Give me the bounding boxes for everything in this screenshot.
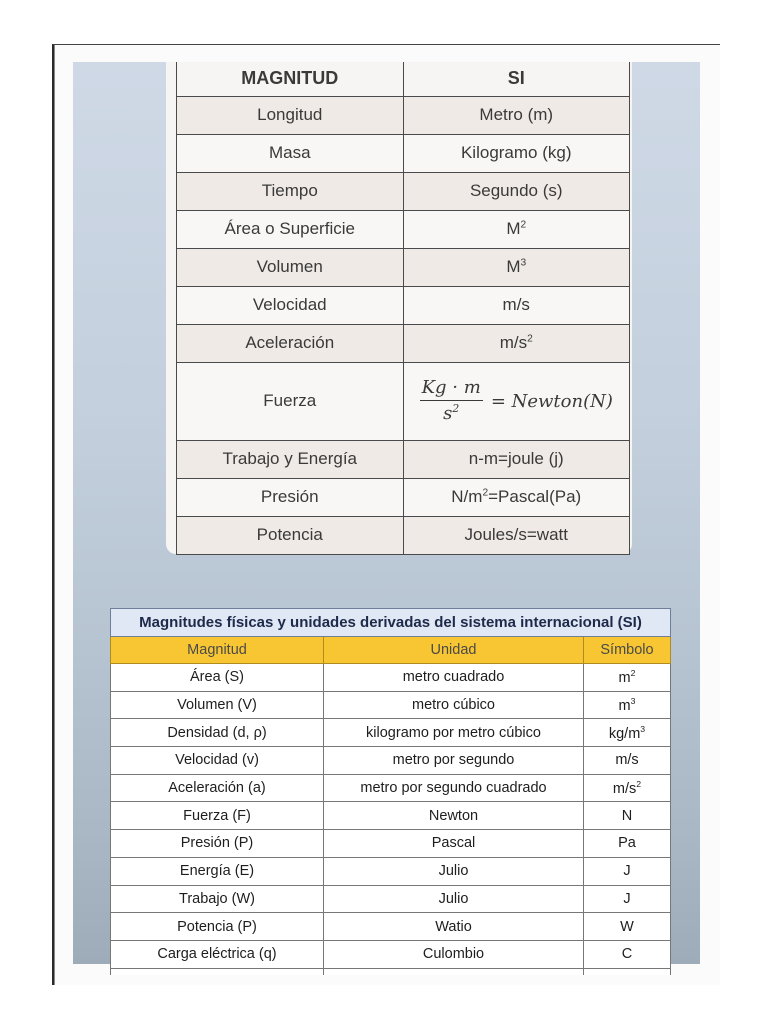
cell-magnitud: Potencia (P) <box>111 913 324 941</box>
si-units-table <box>176 62 630 555</box>
unit-exponent: 3 <box>520 257 527 269</box>
cell-magnitud: Velocidad <box>177 286 404 324</box>
cell-magnitud: Trabajo (W) <box>111 885 324 913</box>
cell-unidad: Culombio <box>324 940 584 968</box>
header-unidad: Unidad <box>324 637 584 664</box>
cell-magnitud: Área (S) <box>111 664 324 692</box>
newton-formula <box>420 378 613 424</box>
cell-formula <box>403 362 630 440</box>
table-row <box>177 362 630 440</box>
cell-si <box>403 248 630 286</box>
table-row <box>111 691 671 719</box>
cell-si <box>403 210 630 248</box>
header-simbolo: Símbolo <box>584 637 671 664</box>
unit-exponent: 2 <box>520 219 527 231</box>
table-title-row <box>111 609 671 637</box>
table-title: Magnitudes físicas y unidades derivadas del sistema internacional (SI) <box>111 609 671 637</box>
unit-exponent: 2 <box>527 333 533 345</box>
cell-si: Segundo (s) <box>403 172 630 210</box>
formula-denominator: $s^2$ <box>443 402 460 424</box>
cell-magnitud: Aceleración <box>177 324 404 362</box>
cell-magnitud: Tiempo <box>177 172 404 210</box>
cell-simbolo: C <box>584 940 671 968</box>
table-row <box>177 248 630 286</box>
formula-numerator: Kg · m <box>420 378 483 401</box>
cell-si: Kilogramo (kg) <box>403 134 630 172</box>
table-row <box>177 172 630 210</box>
cell-unidad: Julio <box>324 857 584 885</box>
table-row <box>177 96 630 134</box>
unit-text: m/s <box>499 333 528 352</box>
table-header-row <box>177 62 630 96</box>
cell-magnitud: Densidad (d, ρ) <box>111 719 324 747</box>
cell-si: Joules/s=watt <box>403 516 630 554</box>
cell-simbolo: N <box>584 802 671 830</box>
derived-units-table <box>110 608 671 975</box>
cell-magnitud: Presión <box>177 478 404 516</box>
table-row <box>111 719 671 747</box>
table-row <box>177 286 630 324</box>
cell-simbolo: $m^2$ <box>584 664 671 692</box>
header-magnitud: Magnitud <box>111 637 324 664</box>
cell-magnitud: Fuerza (F) <box>111 802 324 830</box>
cell-magnitud: Potencia <box>177 516 404 554</box>
table-row <box>111 885 671 913</box>
unit-text: M <box>506 219 521 238</box>
cell-magnitud: Energía (E) <box>111 857 324 885</box>
table-header-row <box>111 637 671 664</box>
cell-simbolo: $m^3$ <box>584 691 671 719</box>
cell-si: $N/m^2=Pascal(Pa)$ <box>403 478 630 516</box>
cell-simbolo: $kg/m^3$ <box>584 719 671 747</box>
cell-unidad: metro cúbico <box>324 691 584 719</box>
cell-si: m/s <box>403 286 630 324</box>
unit-text: M <box>506 257 521 276</box>
table-row <box>111 664 671 692</box>
table-row-cut-off <box>111 968 671 975</box>
cell-simbolo: J <box>584 885 671 913</box>
cell-magnitud: Presión (P) <box>111 830 324 858</box>
cell-unidad: metro por segundo cuadrado <box>324 774 584 802</box>
table-row <box>177 478 630 516</box>
cell-unidad: metro cuadrado <box>324 664 584 692</box>
cell-magnitud: Trabajo y Energía <box>177 440 404 478</box>
cell-simbolo: $m/s^2$ <box>584 774 671 802</box>
table-row <box>111 940 671 968</box>
cell-unidad: Julio <box>324 885 584 913</box>
table-row <box>111 857 671 885</box>
header-magnitud: MAGNITUD <box>177 62 404 96</box>
cell-magnitud: Carga eléctrica (q) <box>111 940 324 968</box>
cell-simbolo: m/s <box>584 747 671 775</box>
table-row <box>177 440 630 478</box>
cell-unidad: metro por segundo <box>324 747 584 775</box>
cell-unidad: Watio <box>324 913 584 941</box>
formula-rhs: = Newton(N) <box>490 390 613 412</box>
header-si: SI <box>403 62 630 96</box>
cell-simbolo: Pa <box>584 830 671 858</box>
cell-simbolo: J <box>584 857 671 885</box>
table-row <box>177 516 630 554</box>
cell-magnitud: Aceleración (a) <box>111 774 324 802</box>
cell-unidad: Pascal <box>324 830 584 858</box>
table-row <box>177 134 630 172</box>
cell-unidad: kilogramo por metro cúbico <box>324 719 584 747</box>
cell-magnitud: Volumen <box>177 248 404 286</box>
cell-simbolo: W <box>584 913 671 941</box>
cell-si <box>403 324 630 362</box>
cell-unidad: Newton <box>324 802 584 830</box>
table-row <box>111 830 671 858</box>
table-row <box>111 747 671 775</box>
table-row <box>111 913 671 941</box>
table-row <box>177 324 630 362</box>
cell-magnitud: Volumen (V) <box>111 691 324 719</box>
cell-magnitud: Fuerza <box>177 362 404 440</box>
cell-si: Metro (m) <box>403 96 630 134</box>
cell-magnitud: Masa <box>177 134 404 172</box>
table-row <box>111 802 671 830</box>
cell-magnitud: Longitud <box>177 96 404 134</box>
table-row <box>177 210 630 248</box>
cell-magnitud: Velocidad (v) <box>111 747 324 775</box>
cell-si: n-m=joule (j) <box>403 440 630 478</box>
cell-magnitud: Área o Superficie <box>177 210 404 248</box>
table-row <box>111 774 671 802</box>
